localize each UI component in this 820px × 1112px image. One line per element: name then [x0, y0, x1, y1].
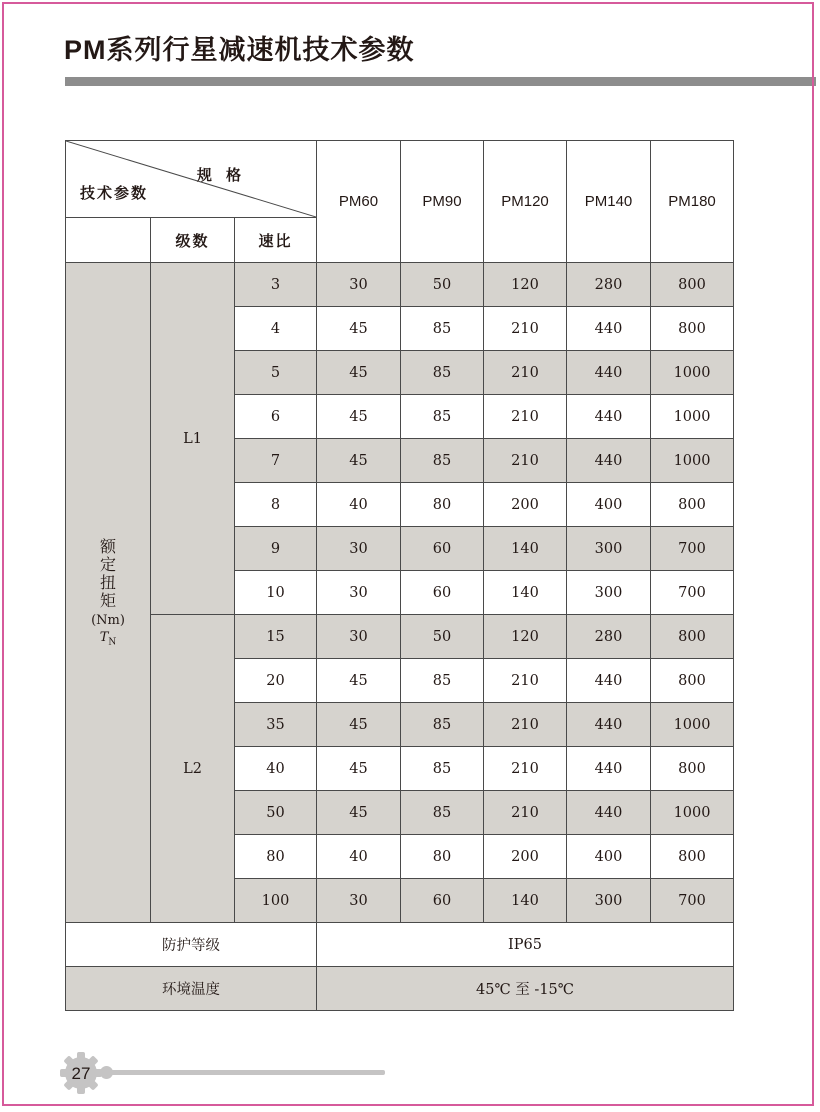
value-cell: 40 [317, 835, 401, 879]
protection-rating-label: 防护等级 [66, 923, 317, 967]
value-cell: 440 [567, 395, 651, 439]
value-cell: 45 [317, 351, 401, 395]
value-cell: 30 [317, 879, 401, 923]
row-group-label-torque [66, 263, 151, 923]
ambient-temperature-label: 环境温度 [66, 967, 317, 1011]
value-cell: 30 [317, 527, 401, 571]
value-cell: 30 [317, 615, 401, 659]
column-header-pm60: PM60 [317, 141, 401, 263]
value-cell: 120 [484, 615, 567, 659]
value-cell: 700 [651, 879, 734, 923]
value-cell: 40 [317, 483, 401, 527]
subheader-ratio: 速比 [235, 218, 317, 263]
value-cell: 800 [651, 483, 734, 527]
value-cell: 280 [567, 263, 651, 307]
value-cell: 440 [567, 439, 651, 483]
ratio-cell: 100 [235, 879, 317, 923]
value-cell: 400 [567, 835, 651, 879]
value-cell: 45 [317, 307, 401, 351]
value-cell: 45 [317, 439, 401, 483]
ratio-cell: 6 [235, 395, 317, 439]
spec-row [66, 615, 734, 659]
ambient-temperature-value: 45℃ 至 -15℃ [317, 967, 734, 1011]
value-cell: 85 [401, 351, 484, 395]
value-cell: 45 [317, 791, 401, 835]
value-cell: 30 [317, 571, 401, 615]
value-cell: 700 [651, 527, 734, 571]
value-cell: 440 [567, 351, 651, 395]
value-cell: 85 [401, 791, 484, 835]
ratio-cell: 20 [235, 659, 317, 703]
value-cell: 210 [484, 791, 567, 835]
value-cell: 30 [317, 263, 401, 307]
ratio-cell: 3 [235, 263, 317, 307]
ratio-cell: 50 [235, 791, 317, 835]
title-underline-bar [65, 77, 816, 86]
value-cell: 440 [567, 747, 651, 791]
value-cell: 210 [484, 439, 567, 483]
value-cell: 700 [651, 571, 734, 615]
ratio-cell: 9 [235, 527, 317, 571]
value-cell: 45 [317, 747, 401, 791]
value-cell: 440 [567, 703, 651, 747]
value-cell: 210 [484, 307, 567, 351]
value-cell: 45 [317, 395, 401, 439]
corner-label-spec: 规 格 [196, 167, 247, 184]
value-cell: 400 [567, 483, 651, 527]
value-cell: 210 [484, 659, 567, 703]
value-cell: 300 [567, 571, 651, 615]
diagonal-line [66, 141, 316, 217]
spec-table-header [66, 141, 734, 263]
value-cell: 800 [651, 615, 734, 659]
row-ambient-temperature [66, 967, 734, 1011]
ratio-cell: 15 [235, 615, 317, 659]
value-cell: 440 [567, 307, 651, 351]
column-header-pm120: PM120 [484, 141, 567, 263]
corner-label-params: 技术参数 [80, 185, 149, 202]
value-cell: 85 [401, 703, 484, 747]
value-cell: 85 [401, 439, 484, 483]
footer-decorative-line [106, 1070, 385, 1075]
value-cell: 1000 [651, 395, 734, 439]
value-cell: 800 [651, 747, 734, 791]
value-cell: 80 [401, 835, 484, 879]
value-cell: 1000 [651, 351, 734, 395]
level-cell-l1: L1 [151, 263, 235, 615]
value-cell: 50 [401, 615, 484, 659]
value-cell: 300 [567, 879, 651, 923]
ratio-cell: 10 [235, 571, 317, 615]
spec-table-footer [66, 923, 734, 1011]
value-cell: 1000 [651, 439, 734, 483]
value-cell: 85 [401, 307, 484, 351]
subheader-level: 级数 [151, 218, 235, 263]
value-cell: 210 [484, 747, 567, 791]
value-cell: 60 [401, 879, 484, 923]
value-cell: 140 [484, 527, 567, 571]
ratio-cell: 4 [235, 307, 317, 351]
level-cell-l2: L2 [151, 615, 235, 923]
page-number: 27 [71, 1064, 91, 1083]
value-cell: 85 [401, 747, 484, 791]
value-cell: 800 [651, 835, 734, 879]
value-cell: 1000 [651, 703, 734, 747]
ratio-cell: 80 [235, 835, 317, 879]
spec-row [66, 263, 734, 307]
value-cell: 300 [567, 527, 651, 571]
page-title: PM系列行星减速机技术参数 [64, 35, 415, 65]
protection-rating-value: IP65 [317, 923, 734, 967]
value-cell: 60 [401, 527, 484, 571]
gear-page-badge [58, 1050, 104, 1096]
value-cell: 85 [401, 395, 484, 439]
ratio-cell: 35 [235, 703, 317, 747]
value-cell: 85 [401, 659, 484, 703]
value-cell: 120 [484, 263, 567, 307]
value-cell: 210 [484, 395, 567, 439]
value-cell: 200 [484, 835, 567, 879]
ratio-cell: 5 [235, 351, 317, 395]
value-cell: 800 [651, 659, 734, 703]
value-cell: 210 [484, 703, 567, 747]
value-cell: 800 [651, 307, 734, 351]
column-header-pm140: PM140 [567, 141, 651, 263]
value-cell: 800 [651, 263, 734, 307]
value-cell: 200 [484, 483, 567, 527]
value-cell: 45 [317, 703, 401, 747]
value-cell: 50 [401, 263, 484, 307]
header-empty-cell [66, 218, 151, 263]
value-cell: 140 [484, 879, 567, 923]
column-header-pm180: PM180 [651, 141, 734, 263]
header-row-models [66, 141, 734, 218]
diagonal-cell-content [66, 141, 316, 217]
ratio-cell: 40 [235, 747, 317, 791]
value-cell: 1000 [651, 791, 734, 835]
ratio-cell: 8 [235, 483, 317, 527]
value-cell: 140 [484, 571, 567, 615]
row-protection-rating [66, 923, 734, 967]
value-cell: 440 [567, 791, 651, 835]
value-cell: 60 [401, 571, 484, 615]
spec-table-body [66, 263, 734, 923]
column-header-pm90: PM90 [401, 141, 484, 263]
ratio-cell: 7 [235, 439, 317, 483]
value-cell: 440 [567, 659, 651, 703]
value-cell: 45 [317, 659, 401, 703]
rated-torque-label: 额 定 扭 矩 (Nm) $T_N$ [91, 536, 125, 648]
spec-table [65, 140, 734, 1011]
value-cell: 280 [567, 615, 651, 659]
value-cell: 80 [401, 483, 484, 527]
value-cell: 210 [484, 351, 567, 395]
diagonal-header-cell [66, 141, 317, 218]
